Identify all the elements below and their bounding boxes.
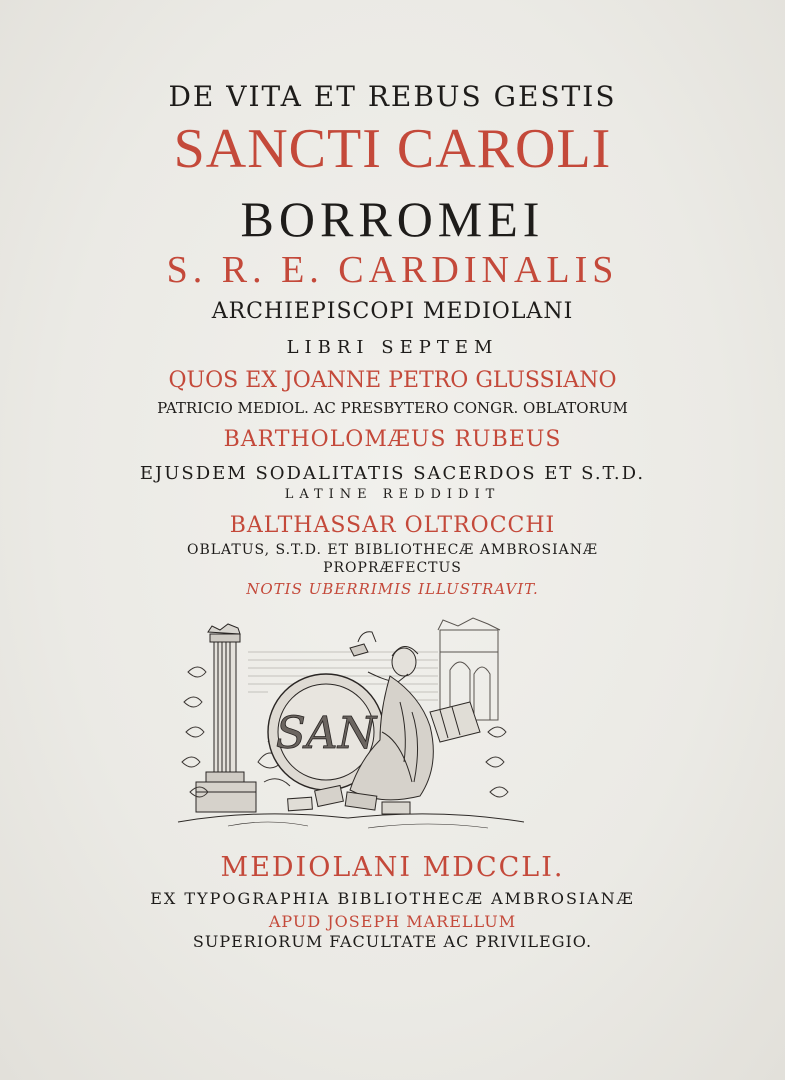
title-line-cardinalis: S. R. E. CARDINALIS bbox=[166, 249, 619, 291]
title-line-archiepiscopi: ARCHIEPISCOPI MEDIOLANI bbox=[211, 299, 574, 324]
imprint-place-date: MEDIOLANI MDCCLI. bbox=[220, 852, 565, 883]
title-line-rubeus: BARTHOLOMÆUS RUBEUS bbox=[223, 427, 562, 452]
title-line-libri-septem: LIBRI SEPTEM bbox=[286, 337, 499, 358]
title-line-oltrocchi: BALTHASSAR OLTROCCHI bbox=[229, 513, 556, 538]
monogram-text: SAN bbox=[275, 708, 377, 759]
title-line-sodalitatis: EJUSDEM SODALITATIS SACERDOS ET S.T.D. bbox=[139, 463, 646, 484]
title-line-reddidit: LATINE REDDIDIT bbox=[284, 487, 501, 502]
imprint-typographia: EX TYPOGRAPHIA BIBLIOTHECÆ AMBROSIANÆ bbox=[150, 889, 635, 908]
title-line-oblatus: OBLATUS, S.T.D. ET BIBLIOTHECÆ AMBROSIANÆ bbox=[186, 542, 599, 558]
title-line-de-vita: DE VITA ET REBUS GESTIS bbox=[168, 80, 617, 113]
title-line-sancti-caroli: SANCTI CAROLI bbox=[173, 118, 612, 180]
title-line-propraefectus: PROPRÆFECTUS bbox=[323, 560, 462, 576]
title-line-notis: NOTIS UBERRIMIS ILLUSTRAVIT. bbox=[246, 580, 539, 598]
broken-column bbox=[196, 624, 256, 812]
imprint-printer: APUD JOSEPH MARELLUM bbox=[268, 912, 517, 931]
title-line-borromei: BORROMEI bbox=[240, 191, 545, 247]
title-line-patricio: PATRICIO MEDIOL. AC PRESBYTERO CONGR. OBLATORUM bbox=[157, 399, 628, 417]
engraved-vignette bbox=[168, 612, 524, 842]
title-line-glussiano: QUOS EX JOANNE PETRO GLUSSIANO bbox=[168, 368, 617, 393]
imprint-privilege: SUPERIORUM FACULTATE AC PRIVILEGIO. bbox=[192, 932, 593, 951]
